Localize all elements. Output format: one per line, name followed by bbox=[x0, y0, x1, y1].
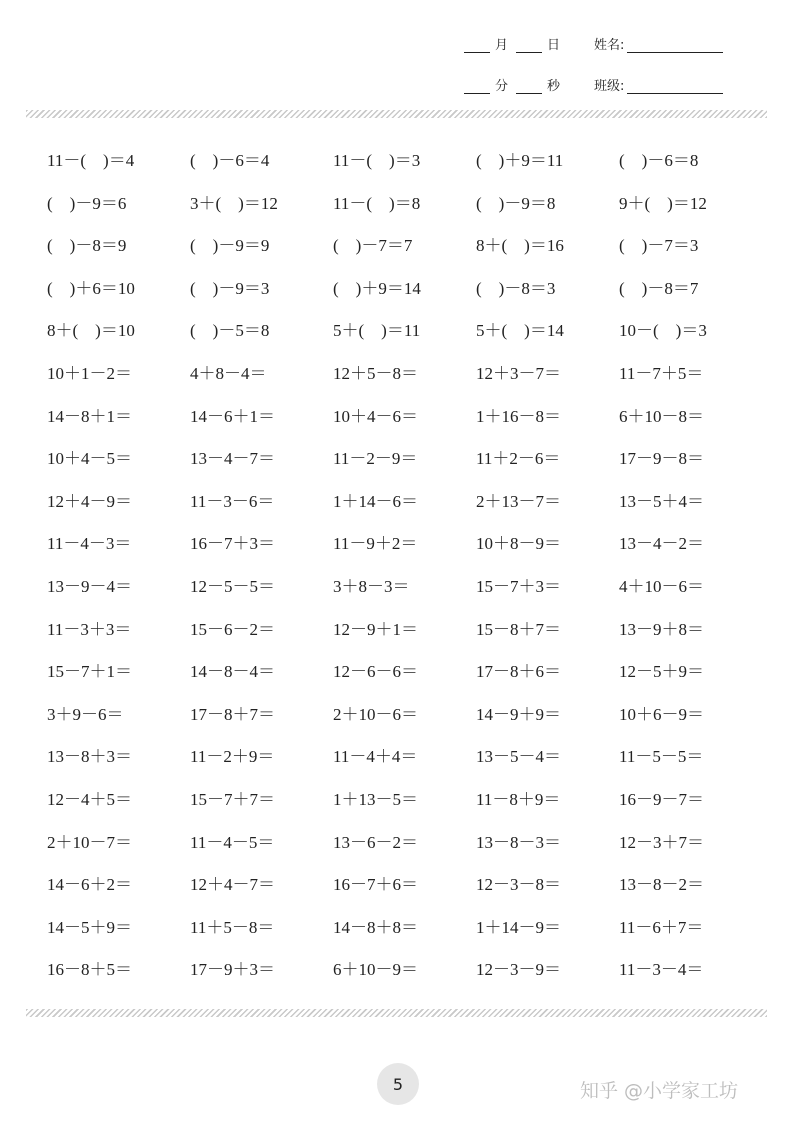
math-problem: 11－6＋7＝ bbox=[619, 917, 704, 937]
math-problem: 6＋10－9＝ bbox=[333, 960, 418, 980]
math-problem: 15－7＋7＝ bbox=[190, 789, 275, 809]
math-problem: ( )－8＝3 bbox=[476, 278, 556, 298]
math-problem: 17－9＋3＝ bbox=[190, 960, 275, 980]
second-blank[interactable] bbox=[516, 80, 542, 94]
math-problem: 15－6－2＝ bbox=[190, 619, 275, 639]
math-problem: 13－6－2＝ bbox=[333, 832, 418, 852]
page-number-badge bbox=[377, 1063, 419, 1105]
math-problem: 3＋8－3＝ bbox=[333, 576, 410, 596]
problem-grid bbox=[47, 145, 767, 997]
math-problem: 11－( )＝3 bbox=[333, 151, 421, 170]
math-problem: 11－3＋3＝ bbox=[47, 619, 132, 639]
math-problem: 4＋10－6＝ bbox=[619, 576, 704, 596]
math-problem: ( )－9＝9 bbox=[190, 236, 270, 256]
math-problem: 12＋5－8＝ bbox=[333, 363, 418, 383]
time-class-row bbox=[464, 75, 728, 94]
math-problem: 11－4＋4＝ bbox=[333, 747, 418, 767]
math-problem: 14－9＋9＝ bbox=[476, 704, 561, 724]
math-problem: 12＋4－7＝ bbox=[190, 875, 275, 895]
math-problem: 11－( )＝4 bbox=[47, 151, 135, 170]
math-problem: 12－5＋9＝ bbox=[619, 662, 704, 682]
math-problem: ( )－9＝3 bbox=[190, 278, 270, 298]
math-problem: 10＋4－5＝ bbox=[47, 449, 132, 469]
math-problem: 10＋4－6＝ bbox=[333, 406, 418, 426]
math-problem: 12－3－8＝ bbox=[476, 875, 561, 895]
math-problem: 12－3－9＝ bbox=[476, 960, 561, 980]
math-problem: 11－9＋2＝ bbox=[333, 534, 418, 554]
math-problem: 14－8＋8＝ bbox=[333, 917, 418, 937]
worksheet-header bbox=[0, 0, 793, 110]
math-problem: 11＋5－8＝ bbox=[190, 917, 275, 937]
math-problem: 11＋2－6＝ bbox=[476, 449, 561, 469]
math-problem: 2＋13－7＝ bbox=[476, 491, 561, 511]
math-problem: 12＋3－7＝ bbox=[476, 363, 561, 383]
math-problem: 11－2＋9＝ bbox=[190, 747, 275, 767]
date-name-row bbox=[464, 34, 728, 53]
math-problem: 12－6－6＝ bbox=[333, 662, 418, 682]
math-problem: 15－7＋3＝ bbox=[476, 576, 561, 596]
class-blank[interactable] bbox=[627, 80, 723, 94]
minute-label: 分 bbox=[495, 79, 509, 94]
math-problem: 13－8－3＝ bbox=[476, 832, 561, 852]
math-problem: 8＋( )＝16 bbox=[476, 236, 564, 256]
math-problem: 1＋16－8＝ bbox=[476, 406, 561, 426]
math-problem: 6＋10－8＝ bbox=[619, 406, 704, 426]
math-problem: 13－8＋3＝ bbox=[47, 747, 132, 767]
math-problem: 13－9－4＝ bbox=[47, 576, 132, 596]
math-problem: 17－8＋7＝ bbox=[190, 704, 275, 724]
math-problem: 13－9＋8＝ bbox=[619, 619, 704, 639]
math-problem: 16－7＋3＝ bbox=[190, 534, 275, 554]
math-problem: 11－5－5＝ bbox=[619, 747, 704, 767]
math-problem: 15－8＋7＝ bbox=[476, 619, 561, 639]
math-problem: 3＋( )＝12 bbox=[190, 193, 278, 213]
second-label: 秒 bbox=[547, 79, 561, 94]
page-number: 5 bbox=[392, 1074, 404, 1094]
math-problem: 12－4＋5＝ bbox=[47, 789, 132, 809]
math-problem: ( )＋6＝10 bbox=[47, 278, 135, 298]
math-problem: 10＋6－9＝ bbox=[619, 704, 704, 724]
math-problem: 14－6＋1＝ bbox=[190, 406, 275, 426]
math-problem: 9＋( )＝12 bbox=[619, 193, 707, 213]
name-blank[interactable] bbox=[627, 39, 723, 53]
math-problem: 11－8＋9＝ bbox=[476, 789, 561, 809]
math-problem: 13－5－4＝ bbox=[476, 747, 561, 767]
math-problem: 10－( )＝3 bbox=[619, 321, 707, 341]
math-problem: 11－( )＝8 bbox=[333, 193, 421, 213]
math-problem: 12－5－5＝ bbox=[190, 576, 275, 596]
math-problem: 14－6＋2＝ bbox=[47, 875, 132, 895]
math-problem: 17－9－8＝ bbox=[619, 449, 704, 469]
math-problem: 14－8－4＝ bbox=[190, 662, 275, 682]
math-problem: 15－7＋1＝ bbox=[47, 662, 132, 682]
math-problem: 1＋14－9＝ bbox=[476, 917, 561, 937]
math-problem: 12＋4－9＝ bbox=[47, 491, 132, 511]
math-problem: 14－8＋1＝ bbox=[47, 406, 132, 426]
math-problem: 11－3－4＝ bbox=[619, 960, 704, 980]
math-problem: ( )－6＝4 bbox=[190, 151, 270, 170]
math-problem: 3＋9－6＝ bbox=[47, 704, 124, 724]
math-problem: ( )－9＝8 bbox=[476, 193, 556, 213]
math-problem: ( )＋9＝11 bbox=[476, 151, 564, 170]
math-problem: 16－7＋6＝ bbox=[333, 875, 418, 895]
math-problem: 14－5＋9＝ bbox=[47, 917, 132, 937]
math-problem: 4＋8－4＝ bbox=[190, 363, 267, 383]
math-problem: ( )－7＝7 bbox=[333, 236, 413, 256]
math-problem: ( )＋9＝14 bbox=[333, 278, 421, 298]
bottom-hatched-divider bbox=[26, 1009, 767, 1017]
math-problem: 13－5＋4＝ bbox=[619, 491, 704, 511]
math-problem: 11－2－9＝ bbox=[333, 449, 418, 469]
math-problem: ( )－8＝7 bbox=[619, 278, 699, 298]
math-problem: 8＋( )＝10 bbox=[47, 321, 135, 341]
math-problem: 17－8＋6＝ bbox=[476, 662, 561, 682]
math-problem: 11－4－3＝ bbox=[47, 534, 132, 554]
name-label: 姓名: bbox=[594, 38, 625, 53]
math-problem: 13－8－2＝ bbox=[619, 875, 704, 895]
math-problem: ( )－6＝8 bbox=[619, 151, 699, 170]
month-label: 月 bbox=[495, 38, 509, 53]
math-problem: 1＋13－5＝ bbox=[333, 789, 418, 809]
math-problem: ( )－5＝8 bbox=[190, 321, 270, 341]
top-hatched-divider bbox=[26, 110, 767, 118]
math-problem: 11－7＋5＝ bbox=[619, 363, 704, 383]
math-problem: 10＋1－2＝ bbox=[47, 363, 132, 383]
math-problem: 2＋10－7＝ bbox=[47, 832, 132, 852]
math-problem: 5＋( )＝14 bbox=[476, 321, 564, 341]
math-problem: 16－9－7＝ bbox=[619, 789, 704, 809]
math-problem: 11－4－5＝ bbox=[190, 832, 275, 852]
day-blank[interactable] bbox=[516, 39, 542, 53]
math-problem: 10＋8－9＝ bbox=[476, 534, 561, 554]
math-problem: 13－4－7＝ bbox=[190, 449, 275, 469]
month-blank[interactable] bbox=[464, 39, 490, 53]
math-problem: ( )－7＝3 bbox=[619, 236, 699, 256]
math-problem: 2＋10－6＝ bbox=[333, 704, 418, 724]
math-problem: 5＋( )＝11 bbox=[333, 321, 421, 341]
math-problem: 12－3＋7＝ bbox=[619, 832, 704, 852]
math-problem: 12－9＋1＝ bbox=[333, 619, 418, 639]
math-problem: 16－8＋5＝ bbox=[47, 960, 132, 980]
watermark: 知乎 @小学家工坊 bbox=[580, 1080, 739, 1102]
day-label: 日 bbox=[547, 38, 561, 53]
minute-blank[interactable] bbox=[464, 80, 490, 94]
math-problem: ( )－9＝6 bbox=[47, 193, 127, 213]
math-problem: 13－4－2＝ bbox=[619, 534, 704, 554]
math-problem: ( )－8＝9 bbox=[47, 236, 127, 256]
class-label: 班级: bbox=[594, 79, 625, 94]
math-problem: 11－3－6＝ bbox=[190, 491, 275, 511]
math-problem: 1＋14－6＝ bbox=[333, 491, 418, 511]
